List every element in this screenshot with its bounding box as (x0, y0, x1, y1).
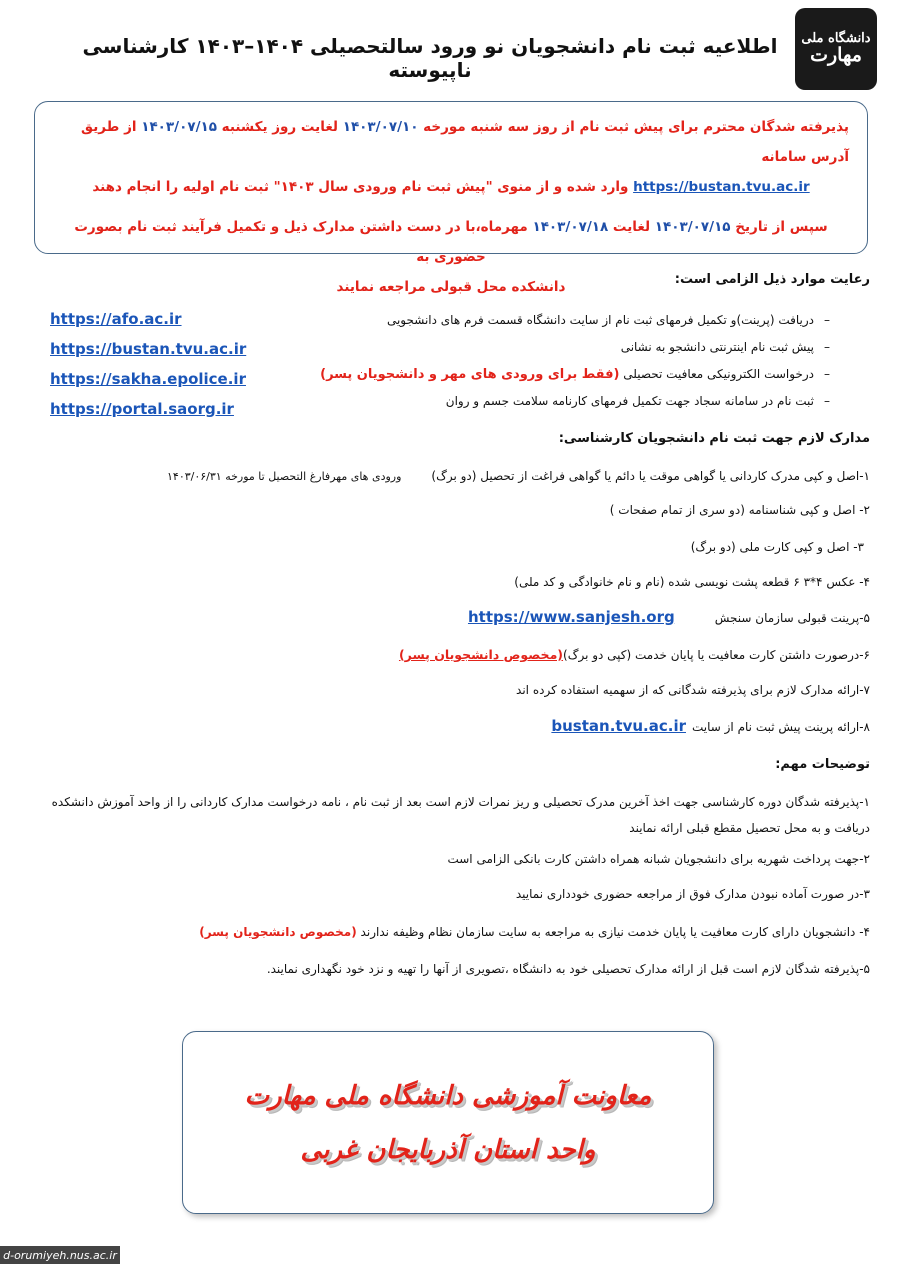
explanation-item-1: ۱-پذیرفته شدگان دوره کارشناسی جهت اخذ آخرین مدرک تحصیلی و ریز نمرات لازم است بعد از ثبت نام ، نامه درخواست مدارک کاردانی را از واحد آموزش دانشکده دریافت و به محل تحصیل مقطع قبلی ارائه نمایند (51, 795, 870, 835)
document-item-8: ۸-ارائه پرینت پیش ثبت نام از سایتbustan.tvu.ac.ir (551, 717, 870, 735)
notice-paragraph-1 (53, 112, 849, 172)
notice-date: ۱۴۰۳/۰۷/۱۵ (654, 219, 731, 235)
notice-text: مهرماه،با در دست داشتن مدارک ذیل و تکمیل فرآیند ثبت نام بصورت حضوری به (74, 219, 533, 265)
explanation-highlight: (مخصوص دانشجویان پسر) (199, 925, 357, 939)
document-item-1: ۱-اصل و کپی مدرک کاردانی یا گواهی موقت یا دائم یا گواهی فراغت از تحصیل (دو برگ)ورودی های مهرفارغ التحصیل تا مورخه ۱۴۰۳/۰۶/۳۱ (167, 469, 870, 483)
afo-link[interactable]: https://afo.ac.ir (50, 310, 182, 328)
document-highlight: (مخصوص دانشجویان پسر) (398, 647, 564, 662)
bustan-site-link[interactable]: https://bustan.tvu.ac.ir (50, 340, 247, 358)
requirement-item: –دریافت (پرینت)و تکمیل فرمهای ثبت نام از سایت دانشگاه قسمت فرم های دانشجویی (386, 313, 830, 327)
requirement-item: –پیش ثبت نام اینترنتی دانشجو به نشانی (620, 340, 830, 354)
notice-paragraph-1-cont (53, 172, 849, 202)
notice-text: لغایت روز یکشنبه (216, 119, 343, 135)
notice-text: پذیرفته شدگان محترم برای پیش ثبت نام از روز سه شنبه مورخه (418, 119, 849, 135)
sakha-link[interactable]: https://sakha.epolice.ir (50, 370, 246, 388)
notice-date: ۱۴۰۳/۰۷/۱۵ (141, 119, 217, 135)
page-title: اطلاعیه ثبت نام دانشجویان نو ورود سالتحصیلی ۱۴۰۴–۱۴۰۳ کارشناسی ناپیوسته (82, 34, 778, 82)
requirement-item: –درخواست الکترونیکی معافیت تحصیلی (فقط برای ورودی های مهر و دانشجویان پسر) (320, 367, 830, 382)
signature-line-2: واحد استان آذربایجان غربی (300, 1134, 596, 1165)
logo-line2: مهارت (810, 43, 862, 66)
explanation-item-4: ۴- دانشجویان دارای کارت معافیت یا پایان خدمت نیازی به مراجعه به سایت سازمان نظام وظیفه ندارند (مخصوص دانشجویان پسر) (199, 925, 870, 939)
document-item-3: ۳- اصل و کپی کارت ملی (دو برگ) (690, 540, 864, 554)
site-watermark: d-orumiyeh.nus.ac.ir (0, 1246, 120, 1264)
signature-line-1: معاونت آموزشی دانشگاه ملی مهارت (244, 1080, 652, 1111)
document-item-5: ۵-پرینت قبولی سازمان سنجشhttps://www.sanjesh.org (467, 608, 870, 626)
notice-text: لغایت (608, 219, 655, 235)
document-item-2: ۲- اصل و کپی شناسنامه (دو سری از تمام صفحات ) (609, 503, 870, 517)
requirement-item: –ثبت نام در سامانه سجاد جهت تکمیل فرمهای کارنامه سلامت جسم و روان (445, 394, 830, 408)
document-item-6: ۶-درصورت داشتن کارت معافیت یا پایان خدمت (کپی دو برگ)(مخصوص دانشجویان پسر) (398, 647, 870, 662)
explanation-item-5: ۵-پذیرفته شدگان لازم است قبل از ارائه مدارک تحصیلی خود به دانشگاه ،تصویری از آنها را تهیه و نزد خود نگهداری نمایند. (266, 962, 870, 976)
requirement-highlight: (فقط برای ورودی های مهر و دانشجویان پسر) (320, 367, 620, 382)
document-item-7: ۷-ارائه مدارک لازم برای پذیرفته شدگانی که از سهمیه استفاده کرده اند (516, 683, 870, 697)
signature-box (182, 1031, 714, 1214)
logo-line1: دانشگاه ملی (801, 31, 871, 47)
document-note: ورودی های مهرفارغ التحصیل تا مورخه ۱۴۰۳/۰۶/۳۱ (167, 470, 402, 483)
sanjesh-link[interactable]: https://www.sanjesh.org (467, 608, 675, 626)
saorg-link[interactable]: https://portal.saorg.ir (50, 400, 234, 418)
document-item-4: ۴- عکس ۴*۳ ۶ قطعه پشت نویسی شده (نام و نام خانوادگی و کد ملی) (514, 575, 870, 589)
explanation-item-3: ۳-در صورت آماده نبودن مدارک فوق از مراجعه حضوری خودداری نمایید (515, 887, 870, 901)
explanation-item-2: ۲-جهت پرداخت شهریه برای دانشجویان شبانه همراه داشتن کارت بانکی الزامی است (447, 852, 870, 866)
notice-text: سپس از تاریخ (730, 219, 828, 235)
notice-date: ۱۴۰۳/۰۷/۱۰ (342, 119, 419, 135)
explanations-heading: توضیحات مهم: (775, 757, 870, 772)
documents-heading: مدارک لازم جهت ثبت نام دانشجویان کارشناسی: (558, 431, 870, 446)
requirements-heading: رعایت موارد ذیل الزامی است: (674, 272, 870, 287)
notice-paragraph-2 (53, 212, 849, 272)
bustan-short-link[interactable]: bustan.tvu.ac.ir (551, 717, 686, 735)
bustan-link[interactable]: https://bustan.tvu.ac.ir (633, 179, 810, 195)
notice-paragraph-2-cont: دانشکده محل قبولی مراجعه نمایند (336, 279, 566, 295)
notice-text: وارد شده و از منوی "پیش ثبت نام ورودی سال ۱۴۰۳" ثبت نام اولیه را انجام دهند (92, 179, 634, 195)
notice-date: ۱۴۰۳/۰۷/۱۸ (532, 219, 609, 235)
university-logo (795, 8, 877, 90)
notice-text: از طریق آدرس سامانه (81, 119, 849, 165)
